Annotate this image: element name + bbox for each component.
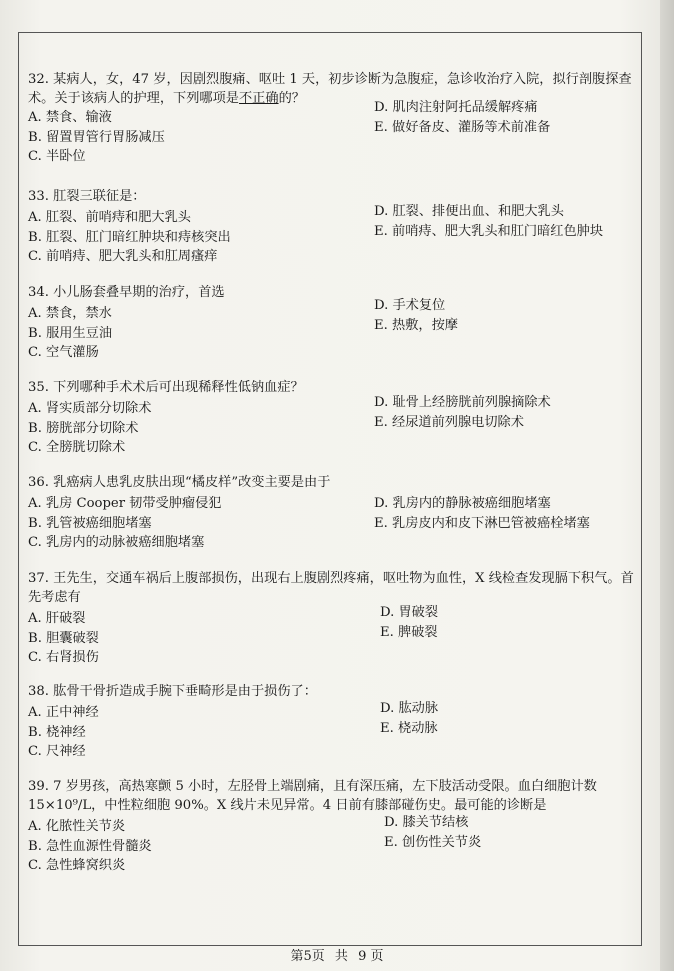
question-39 (28, 777, 638, 876)
question-35 (28, 378, 638, 458)
question-38 (28, 682, 638, 762)
option-c: C. 空气灌肠 (28, 345, 99, 361)
option-e: E. 经尿道前列腺电切除术 (374, 414, 524, 430)
option-a: A. 正中神经 (28, 705, 99, 720)
question-stem: 32. 某病人，女，47 岁，因剧烈腹痛、呕吐 1 天，初步诊断为急腹症，急诊收治疗入院，拟行剖腹探查术。关于该病人的护理，下列哪项是不正确的？ (28, 72, 632, 106)
option-a: A. 肾实质部分切除术 (28, 401, 152, 416)
page-footer (0, 945, 674, 964)
page-number: 第5页 (290, 949, 325, 964)
question-stem: 34. 小儿肠套叠早期的治疗，首选 (28, 285, 225, 300)
option-a: A. 禁食、输液 (28, 110, 112, 125)
option-d: D. 耻骨上经膀胱前列腺摘除术 (374, 395, 551, 410)
option-b: B. 肛裂、肛门暗红肿块和痔核突出 (28, 229, 231, 245)
question-stem: 39. 7 岁男孩，高热寒颤 5 小时，左胫骨上端剧痛，且有深压痛，左下肢活动受限。血白细胞计数 15×10⁹/L，中性粒细胞 90%。X 线片未见异常。4 日前有膝部碰伤史。最可能的诊断是 (28, 779, 597, 813)
option-a: A. 肝破裂 (28, 611, 86, 626)
paper-edge (660, 0, 674, 971)
question-33 (28, 187, 638, 267)
question-34 (28, 283, 638, 363)
option-b: B. 留置胃管行胃肠减压 (28, 129, 165, 145)
stem-emphasis: 不正确 (239, 91, 279, 106)
question-stem: 35. 下列哪种手术术后可出现稀释性低钠血症？ (28, 380, 304, 395)
question-stem: 33. 肛裂三联征是： (28, 189, 146, 204)
option-e: E. 创伤性关节炎 (384, 834, 482, 850)
question-37 (28, 569, 638, 668)
option-a: A. 乳房 Cooper 韧带受肿瘤侵犯 (28, 496, 222, 511)
option-e: E. 桡动脉 (380, 720, 438, 736)
option-c: C. 前哨痔、肥大乳头和肛周瘙痒 (28, 249, 218, 265)
option-c: C. 全膀胱切除术 (28, 440, 126, 456)
option-c: C. 急性蜂窝织炎 (28, 858, 126, 874)
question-stem: 37. 王先生，交通车祸后上腹部损伤，出现右上腹剧烈疼痛，呕吐物为血性，X 线检查发现膈下积气。首先考虑有 (28, 571, 634, 605)
option-a: A. 化脓性关节炎 (28, 819, 126, 834)
question-36 (28, 473, 638, 553)
option-e: E. 乳房皮内和皮下淋巴管被癌栓堵塞 (374, 515, 590, 531)
page-separator: 共 (334, 949, 348, 964)
option-d: D. 胃破裂 (380, 605, 439, 620)
question-stem: 38. 肱骨干骨折造成手腕下垂畸形是由于损伤了： (28, 684, 317, 699)
option-c: C. 半卧位 (28, 149, 86, 165)
option-e: E. 做好备皮、灌肠等术前准备 (374, 119, 551, 135)
option-d: D. 乳房内的静脉被癌细胞堵塞 (374, 496, 551, 511)
option-b: B. 服用生豆油 (28, 325, 113, 341)
option-c: C. 尺神经 (28, 744, 86, 760)
option-d: D. 肛裂、排便出血、和肥大乳头 (374, 204, 564, 219)
option-e: E. 前哨痔、肥大乳头和肛门暗红色肿块 (374, 223, 604, 239)
option-b: B. 乳管被癌细胞堵塞 (28, 515, 152, 531)
option-d: D. 膝关节结核 (384, 815, 469, 830)
option-d: D. 肌肉注射阿托品缓解疼痛 (374, 100, 538, 115)
question-stem: 36. 乳癌病人患乳皮肤出现“橘皮样”改变主要是由于 (28, 475, 331, 490)
option-a: A. 肛裂、前哨痔和肥大乳头 (28, 210, 191, 225)
option-b: B. 桡神经 (28, 724, 86, 740)
option-d: D. 肱动脉 (380, 701, 439, 716)
option-c: C. 右肾损伤 (28, 650, 99, 666)
option-b: B. 胆囊破裂 (28, 630, 99, 646)
option-d: D. 手术复位 (374, 298, 446, 313)
option-e: E. 热敷，按摩 (374, 317, 458, 333)
page-total: 9 页 (358, 949, 384, 964)
option-a: A. 禁食，禁水 (28, 306, 112, 321)
option-b: B. 膀胱部分切除术 (28, 420, 139, 436)
option-e: E. 脾破裂 (380, 624, 438, 640)
option-b: B. 急性血源性骨髓炎 (28, 838, 152, 854)
option-c: C. 乳房内的动脉被癌细胞堵塞 (28, 535, 205, 551)
question-32 (28, 70, 638, 167)
